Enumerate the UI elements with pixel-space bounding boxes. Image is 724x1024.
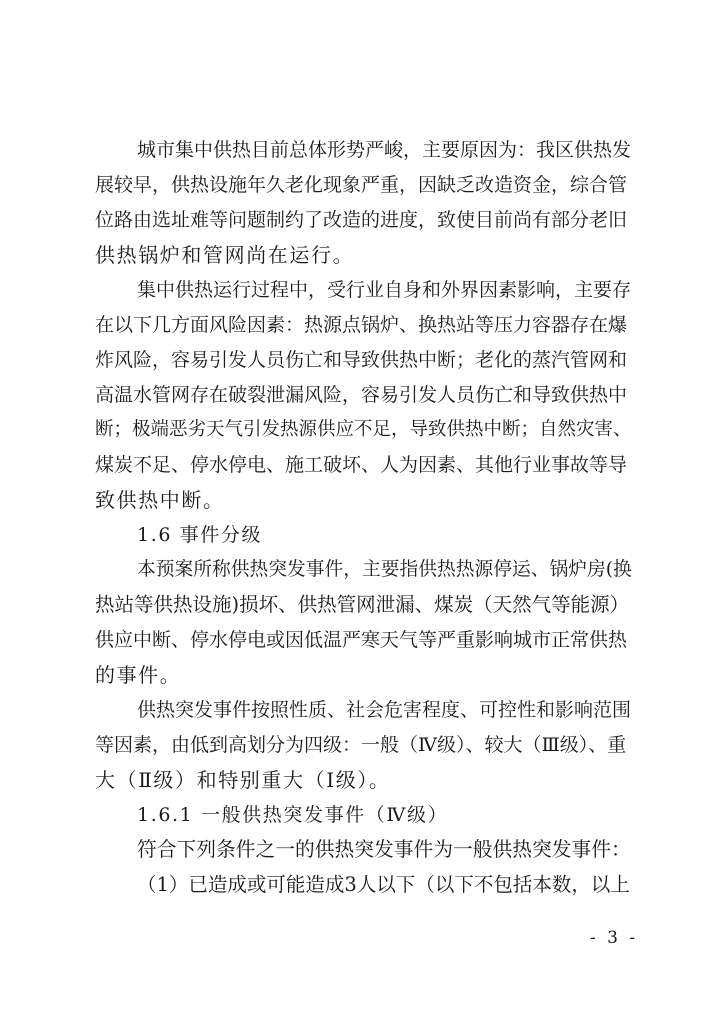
body-line-10: 煤炭不足、停水停电、施工破坏、人为因素、其他行业事故等导 (95, 454, 628, 476)
body-line-11: 致供热中断。 (95, 488, 225, 512)
section-heading-1-6: 1.6 事件分级 (137, 524, 263, 546)
section-heading-1-6-1: 1.6.1 一般供热突发事件（Ⅳ级） (137, 804, 449, 826)
body-line-2: 展较早，供热设施年久老化现象严重，因缺乏改造资金，综合管 (95, 174, 628, 196)
body-line-3: 位路由选址难等问题制约了改造的进度，致使目前尚有部分老旧 (95, 209, 628, 231)
body-line-9: 断；极端恶劣天气引发热源供应不足，导致供热中断；自然灾害、 (95, 419, 632, 440)
body-line-15: 供应中断、停水停电或因低温严寒天气等严重影响城市正常供热 (95, 629, 628, 651)
body-line-1: 城市集中供热目前总体形势严峻，主要原因为：我区供热发 (137, 139, 632, 161)
body-line-5: 集中供热运行过程中，受行业自身和外界因素影响，主要存 (137, 279, 632, 301)
body-line-17: 供热突发事件按照性质、社会危害程度、可控性和影响范围 (137, 699, 632, 721)
body-line-18: 等因素，由低到高划分为四级：一般（Ⅳ级）、较大（Ⅲ级）、重 (95, 734, 627, 756)
page-number: - 3 - (590, 928, 639, 948)
body-line-21: 符合下列条件之一的供热突发事件为一般供热突发事件： (137, 838, 631, 861)
body-line-13: 本预案所称供热突发事件，主要指供热热源停运、锅炉房(换 (137, 559, 632, 580)
body-line-7: 炸风险，容易引发人员伤亡和导致供热中断；老化的蒸汽管网和 (95, 349, 628, 371)
body-line-16: 的事件。 (95, 663, 182, 687)
body-line-8: 高温水管网存在破裂泄漏风险，容易引发人员伤亡和导致供热中 (95, 384, 628, 406)
body-line-6: 在以下几方面风险因素：热源点锅炉、换热站等压力容器存在爆 (95, 314, 628, 336)
body-line-19: 大（Ⅱ级）和特别重大（Ⅰ级）。 (95, 768, 391, 792)
body-line-14: 热站等供热设施)损坏、供热管网泄漏、煤炭（天然气等能源） (95, 593, 630, 616)
body-line-4: 供热锅炉和管网尚在运行。 (95, 243, 355, 267)
body-line-22: （1）已造成或可能造成3人以下（以下不包括本数，以上 (137, 873, 630, 896)
